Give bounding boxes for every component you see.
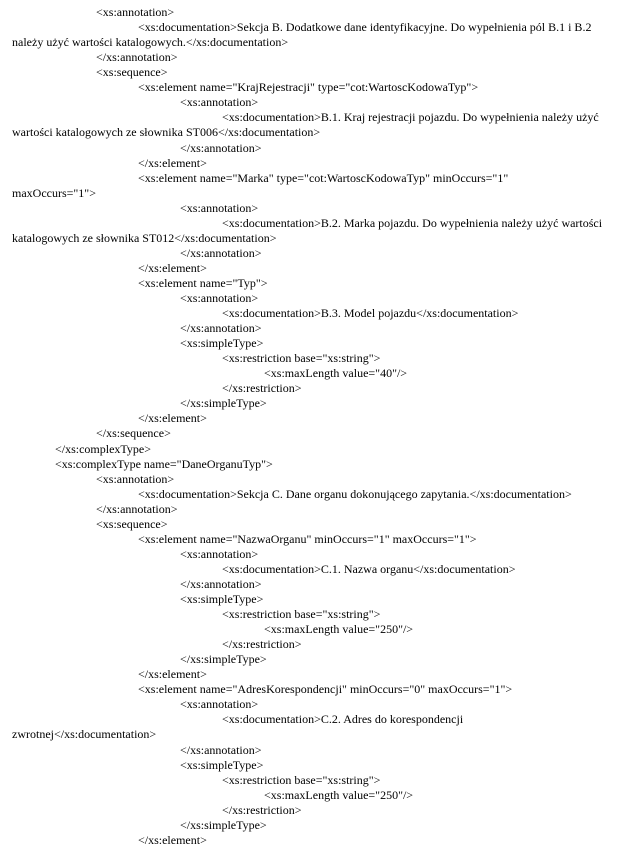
xml-line: </xs:element> (138, 667, 207, 682)
xml-line: <xs:documentation>C.2. Adres do korespondencji (222, 712, 464, 727)
xml-line: </xs:element> (138, 260, 207, 275)
xml-line: wartości katalogowych ze słownika ST006</xs:documentation> (12, 125, 321, 140)
xml-line: </xs:annotation> (180, 245, 262, 260)
xml-line: </xs:annotation> (180, 742, 262, 757)
xml-line: <xs:element name="NazwaOrganu" minOccurs="1" maxOccurs="1"> (138, 531, 477, 546)
xml-line: <xs:annotation> (96, 471, 175, 486)
xml-line: </xs:restriction> (222, 381, 302, 396)
xml-line: <xs:simpleType> (180, 592, 264, 606)
xml-line: należy użyć wartości katalogowych.</xs:documentation> (12, 35, 289, 50)
xml-line: maxOccurs="1"> (12, 185, 96, 200)
xml-line: </xs:restriction> (222, 637, 302, 652)
xml-line: <xs:documentation>B.2. Marka pojazdu. Do wypełnienia należy użyć wartości (222, 215, 603, 230)
xml-line: <xs:documentation>B.3. Model pojazdu</xs:documentation> (222, 306, 519, 320)
xml-line: </xs:annotation> (96, 50, 178, 65)
xml-line: <xs:restriction base="xs:string"> (222, 351, 381, 366)
xml-line: </xs:element> (138, 155, 207, 170)
xml-line: <xs:restriction base="xs:string"> (222, 772, 381, 787)
xml-line: </xs:restriction> (222, 802, 302, 817)
xml-line: <xs:maxLength value="40"/> (264, 366, 408, 381)
xml-line: <xs:documentation>Sekcja C. Dane organu dokonującego zapytania.</xs:documentation> (138, 486, 572, 501)
xml-line: <xs:documentation>Sekcja B. Dodatkowe dane identyfikacyjne. Do wypełnienia pól B.1 i B.2 (138, 20, 592, 35)
xml-line: <xs:restriction base="xs:string"> (222, 607, 381, 621)
xml-line: </xs:simpleType> (180, 817, 267, 832)
xml-line: </xs:annotation> (180, 576, 262, 591)
xml-line: <xs:annotation> (180, 95, 259, 110)
xml-line: </xs:element> (138, 832, 207, 847)
xml-line: </xs:annotation> (180, 140, 262, 155)
xml-line: <xs:documentation>C.1. Nazwa organu</xs:documentation> (222, 561, 516, 576)
xml-line: <xs:maxLength value="250"/> (264, 787, 414, 802)
xml-line: <xs:sequence> (96, 65, 168, 80)
xml-line: <xs:sequence> (96, 516, 168, 531)
xml-line: zwrotnej</xs:documentation> (12, 727, 157, 742)
xml-line: <xs:annotation> (180, 290, 259, 305)
xml-line: </xs:annotation> (180, 321, 262, 336)
xml-line: <xs:maxLength value="250"/> (264, 622, 414, 637)
xml-line: </xs:sequence> (96, 426, 171, 441)
xml-line: <xs:annotation> (96, 5, 175, 19)
xml-line: </xs:complexType> (55, 441, 152, 456)
xml-line: <xs:documentation>B.1. Kraj rejestracji pojazdu. Do wypełnienia należy użyć (222, 110, 599, 125)
xml-line: <xs:element name="KrajRejestracji" type="cot:WartoscKodowaTyp"> (138, 80, 479, 95)
xml-line: <xs:complexType name="DaneOrganuTyp"> (55, 456, 273, 471)
xml-line: </xs:annotation> (96, 501, 178, 516)
xml-line: </xs:simpleType> (180, 396, 267, 411)
xml-line: <xs:simpleType> (180, 757, 264, 772)
xml-line: <xs:simpleType> (180, 336, 264, 351)
xml-line: <xs:element name="Typ"> (138, 275, 268, 290)
xml-line: katalogowych ze słownika ST012</xs:documentation> (12, 230, 277, 245)
xml-line: <xs:annotation> (180, 697, 259, 712)
xml-line: <xs:annotation> (180, 200, 259, 215)
xml-line: </xs:simpleType> (180, 652, 267, 667)
xml-line: <xs:annotation> (180, 546, 259, 561)
xml-line: </xs:element> (138, 411, 207, 426)
xml-line: <xs:element name="AdresKorespondencji" minOccurs="0" maxOccurs="1"> (138, 682, 513, 697)
xml-line: <xs:element name="Marka" type="cot:WartoscKodowaTyp" minOccurs="1" (138, 170, 509, 185)
